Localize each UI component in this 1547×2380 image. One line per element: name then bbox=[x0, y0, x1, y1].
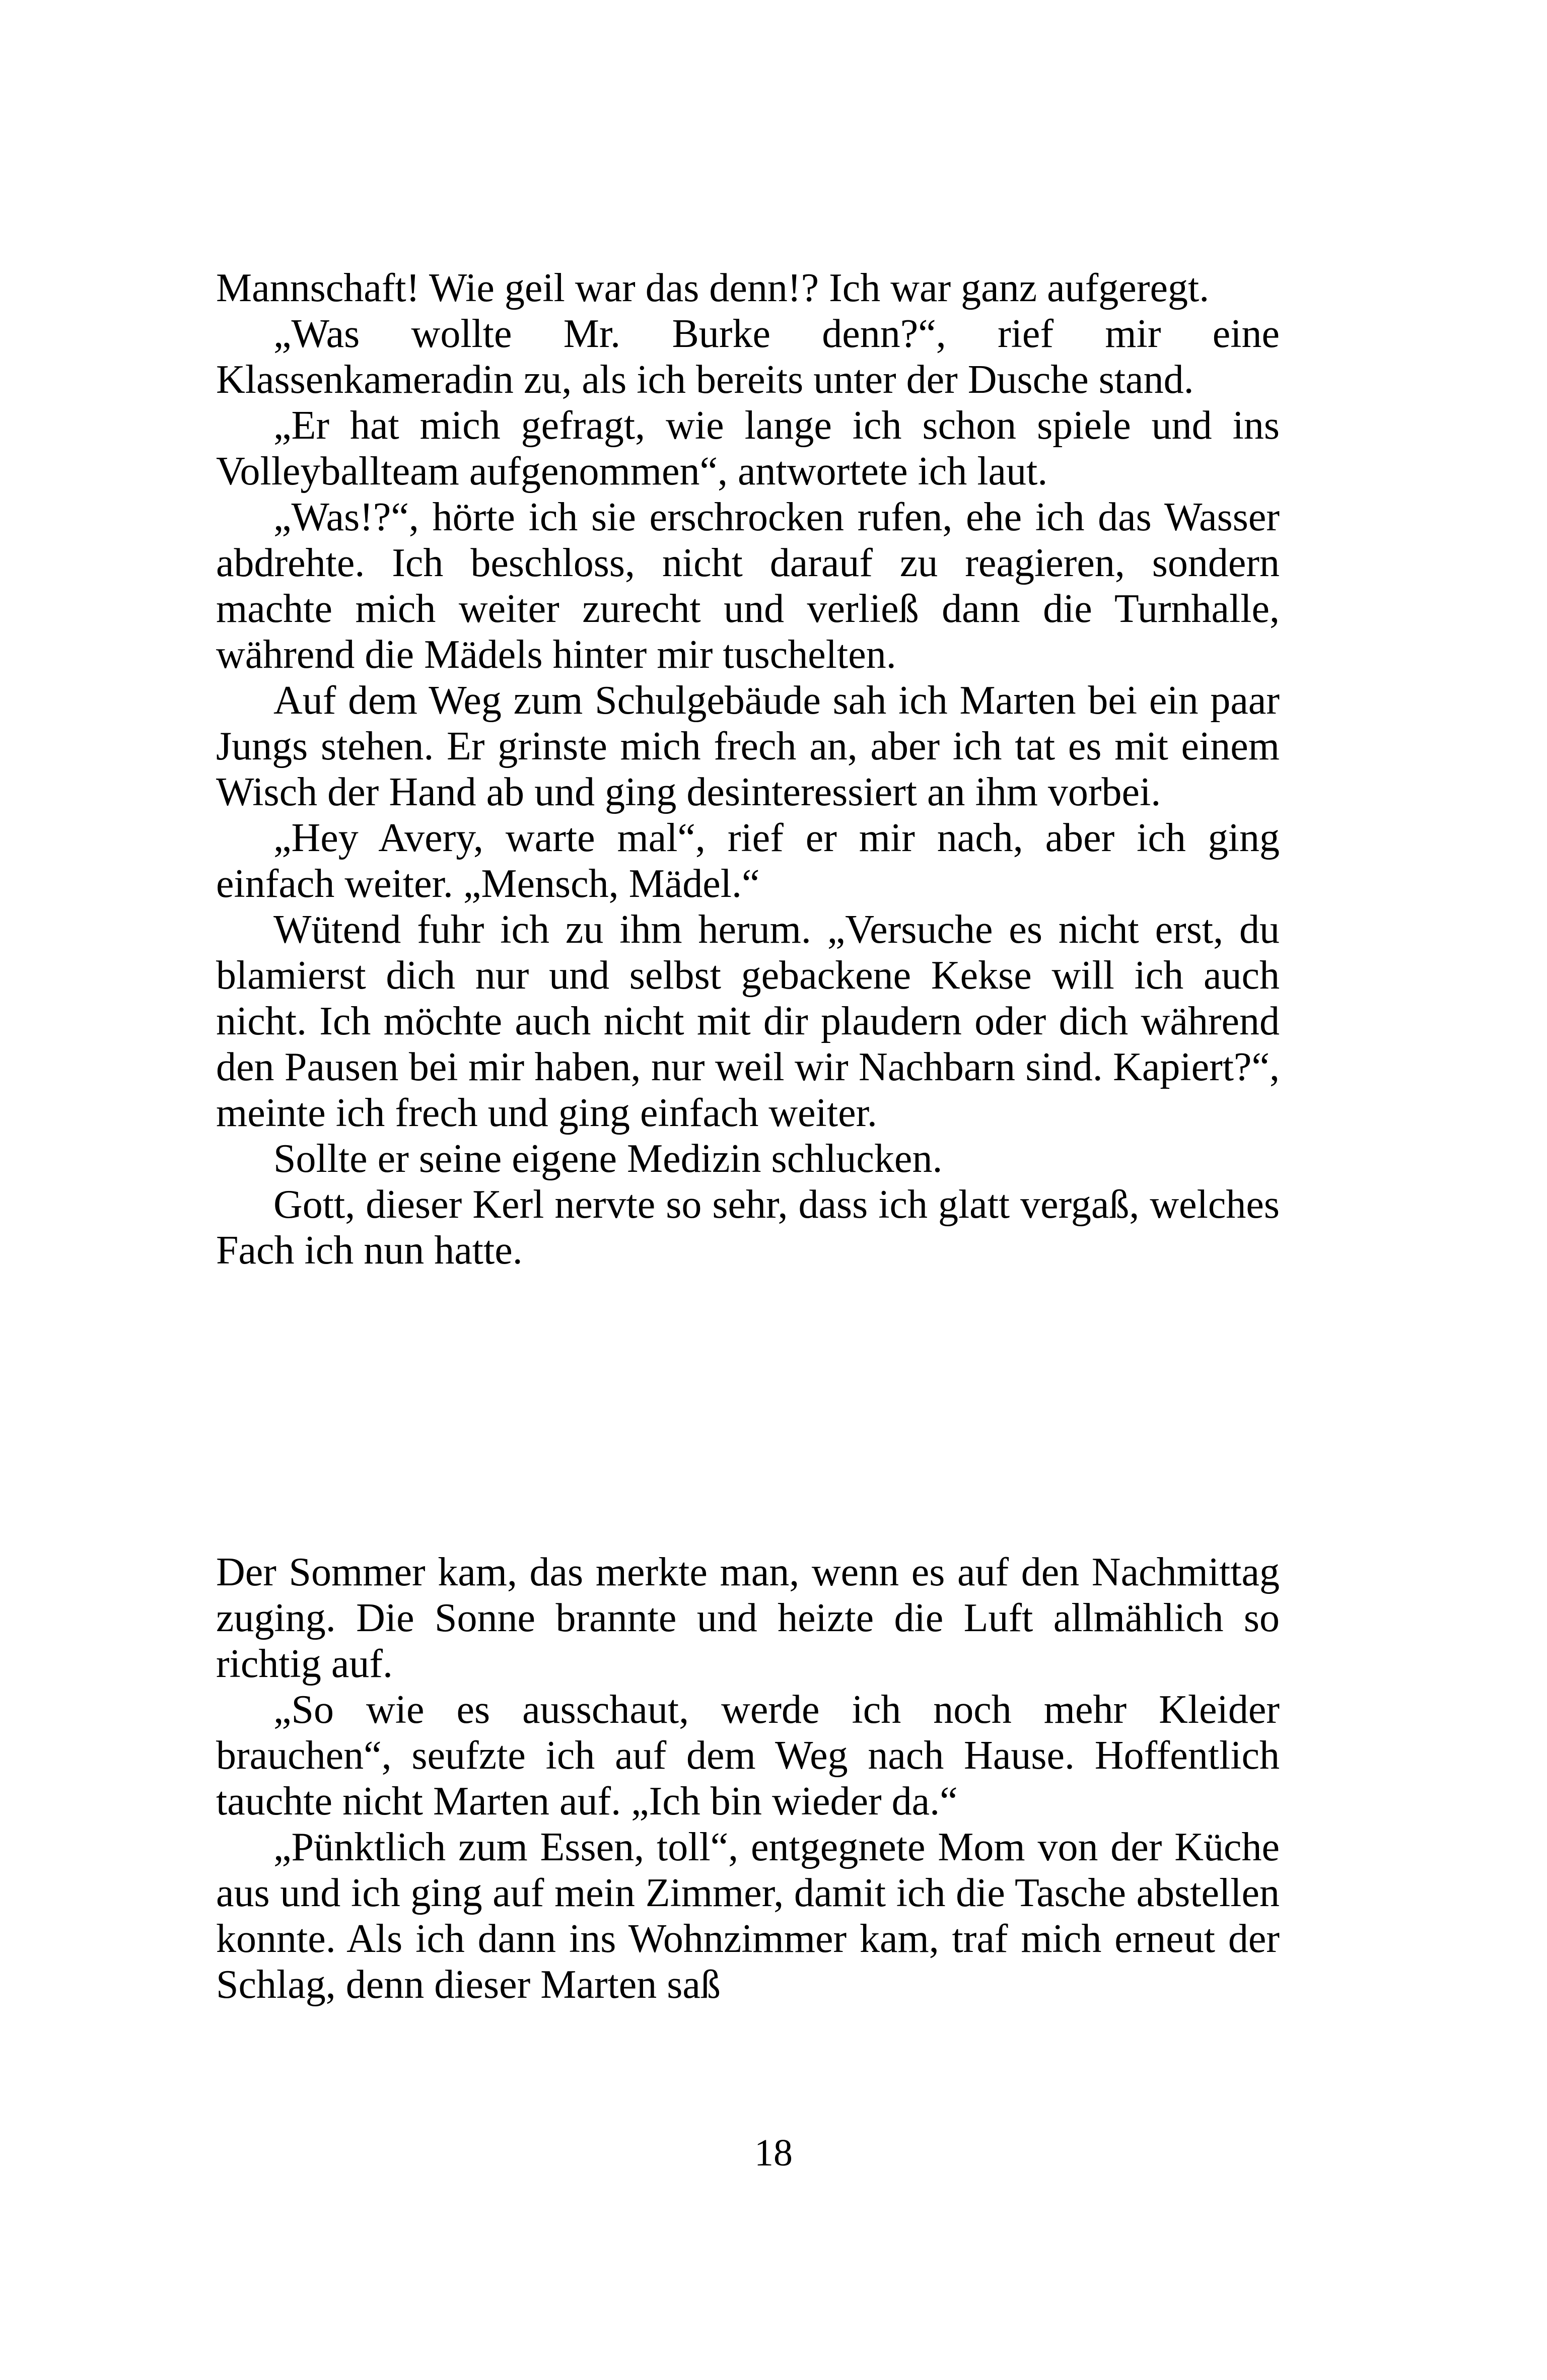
paragraph: „So wie es ausschaut, werde ich noch mehr Kleider brauchen“, seufzte ich auf dem Weg nach Hause. Hoffentlich tauchte nicht Marten auf. „Ich bin wieder da.“ bbox=[216, 1688, 1280, 1824]
page-number: 18 bbox=[754, 2132, 793, 2174]
text-section-2 bbox=[216, 1550, 1280, 2008]
text-section-1 bbox=[216, 265, 1280, 1274]
paragraph: „Hey Avery, warte mal“, rief er mir nach, aber ich ging einfach weiter. „Mensch, Mädel.“ bbox=[216, 816, 1280, 906]
paragraph: Wütend fuhr ich zu ihm herum. „Versuche es nicht erst, du blamierst dich nur und selbst gebackene Kekse will ich auch nicht. Ich möchte auch nicht mit dir plaudern oder dich während den Pausen bei mir haben, nur weil wir Nachbarn sind. Kapiert?“, meinte ich frech und ging einfach weiter. bbox=[216, 907, 1280, 1135]
paragraph: Mannschaft! Wie geil war das denn!? Ich war ganz aufgeregt. bbox=[216, 266, 1210, 310]
paragraph: Der Sommer kam, das merkte man, wenn es auf den Nachmittag zuging. Die Sonne brannte und heizte die Luft allmählich so richtig auf. bbox=[216, 1550, 1280, 1686]
paragraph: „Was wollte Mr. Burke denn?“, rief mir eine Klassenkameradin zu, als ich bereits unter der Dusche stand. bbox=[216, 312, 1280, 402]
paragraph: Sollte er seine eigene Medizin schlucken. bbox=[273, 1137, 943, 1181]
paragraph: Gott, dieser Kerl nervte so sehr, dass ich glatt vergaß, welches Fach ich nun hatte. bbox=[216, 1182, 1280, 1273]
paragraph: „Er hat mich gefragt, wie lange ich schon spiele und ins Volleyballteam aufgenommen“, antwortete ich laut. bbox=[216, 403, 1280, 494]
paragraph: Auf dem Weg zum Schulgebäude sah ich Marten bei ein paar Jungs stehen. Er grinste mich frech an, aber ich tat es mit einem Wisch der Hand ab und ging desinteressiert an ihm vorbei. bbox=[216, 678, 1280, 814]
paragraph: „Pünktlich zum Essen, toll“, entgegnete Mom von der Küche aus und ich ging auf mein Zimmer, damit ich die Tasche abstellen konnte. Als ich dann ins Wohnzimmer kam, traf mich erneut der Schlag, denn dieser Marten saß bbox=[216, 1825, 1280, 2007]
paragraph: „Was!?“, hörte ich sie erschrocken rufen, ehe ich das Wasser abdrehte. Ich beschloss, nicht darauf zu reagieren, sondern machte mich weiter zurecht und verließ dann die Turnhalle, während die Mädels hinter mir tuschelten. bbox=[216, 495, 1280, 677]
